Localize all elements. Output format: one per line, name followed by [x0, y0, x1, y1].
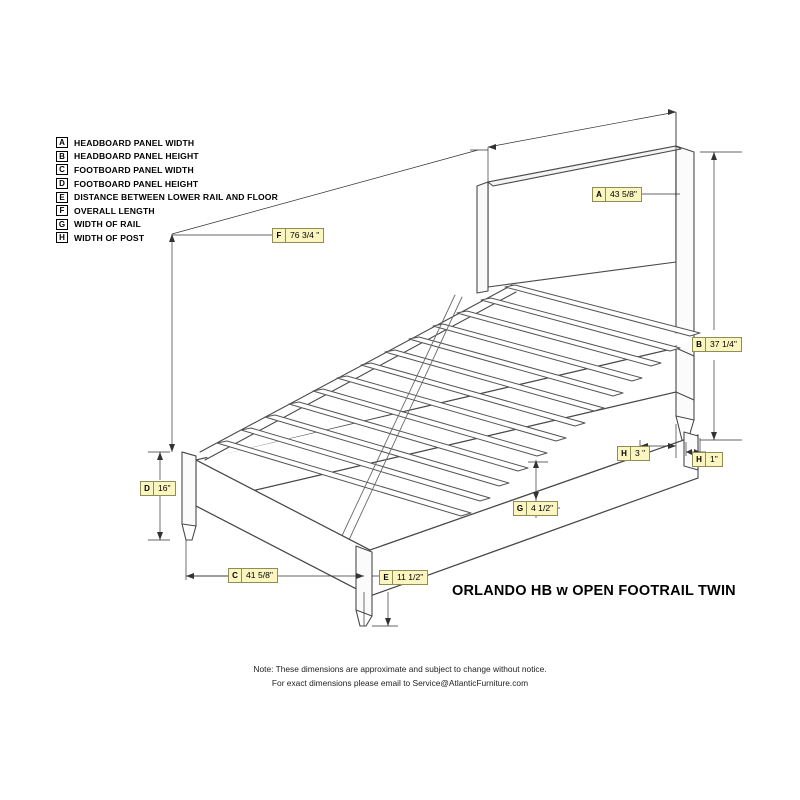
legend-label: FOOTBOARD PANEL WIDTH — [74, 164, 194, 175]
callout-value: 76 3/4 " — [290, 230, 320, 240]
callout-c — [228, 568, 278, 583]
callout-h-post-width — [617, 446, 650, 461]
callout-key: G — [514, 502, 527, 515]
callout-value: 11 1/2" — [397, 572, 424, 582]
diagram-title: ORLANDO HB w OPEN FOOTRAIL TWIN — [452, 583, 736, 599]
callout-g — [513, 501, 558, 516]
legend-item — [56, 231, 376, 245]
callout-key: A — [593, 188, 606, 201]
legend-item — [56, 136, 376, 150]
legend-label: WIDTH OF POST — [74, 232, 145, 243]
callout-b — [692, 337, 742, 352]
callout-value: 4 1/2" — [531, 503, 554, 513]
legend-label: OVERALL LENGTH — [74, 205, 155, 216]
legend-key: B — [56, 151, 68, 162]
callout-value: 1" — [710, 454, 718, 464]
legend-item — [56, 190, 376, 204]
callout-h-post-thickness — [692, 452, 723, 467]
legend-label: FOOTBOARD PANEL HEIGHT — [74, 178, 199, 189]
legend-key: H — [56, 232, 68, 243]
legend-key: D — [56, 178, 68, 189]
legend-key: F — [56, 205, 68, 216]
legend-item — [56, 163, 376, 177]
legend-key: E — [56, 192, 68, 203]
note-line-2: For exact dimensions please email to Service@AtlanticFurniture.com — [271, 677, 529, 688]
callout-value: 37 1/4" — [710, 339, 737, 349]
callout-key: D — [141, 482, 154, 495]
legend-key: G — [56, 219, 68, 230]
callout-value: 43 5/8" — [610, 189, 637, 199]
callout-f — [272, 228, 324, 243]
callout-value: 16" — [158, 483, 171, 493]
callout-key: C — [229, 569, 242, 582]
callout-d — [140, 481, 176, 496]
callout-key: H — [693, 453, 706, 466]
callout-a — [592, 187, 642, 202]
callout-key: F — [273, 229, 286, 242]
legend-label: HEADBOARD PANEL HEIGHT — [74, 151, 199, 162]
callout-e — [379, 570, 428, 585]
legend-label: HEADBOARD PANEL WIDTH — [74, 137, 195, 148]
legend-item — [56, 177, 376, 191]
legend — [56, 136, 376, 245]
callout-key: B — [693, 338, 706, 351]
legend-key: A — [56, 137, 68, 148]
callout-key: E — [380, 571, 393, 584]
legend-item — [56, 204, 376, 218]
callout-value: 3 " — [635, 448, 646, 458]
note-line-1: Note: These dimensions are approximate and subject to change without notice. — [253, 664, 547, 674]
legend-label: DISTANCE BETWEEN LOWER RAIL AND FLOOR — [74, 192, 278, 203]
legend-item — [56, 218, 376, 232]
legend-item — [56, 150, 376, 164]
legend-label: WIDTH OF RAIL — [74, 219, 141, 230]
callout-key: H — [618, 447, 631, 460]
callout-value: 41 5/8" — [246, 570, 273, 580]
footer-note — [0, 663, 800, 690]
legend-key: C — [56, 164, 68, 175]
